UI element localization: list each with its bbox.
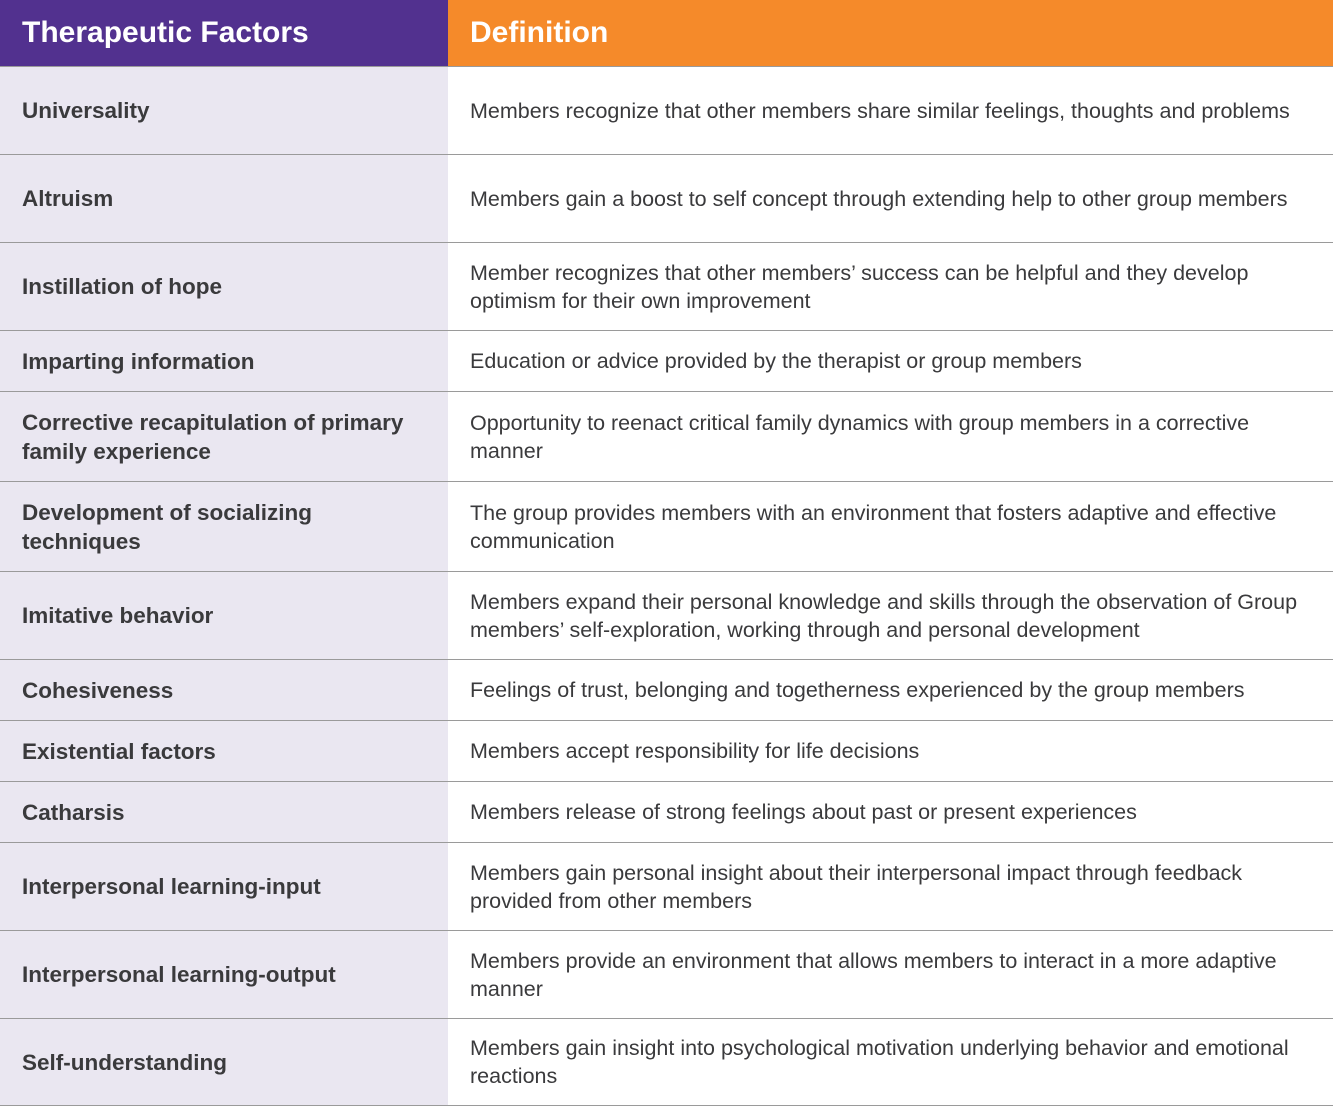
table-row (0, 391, 1333, 481)
table-row (0, 1018, 1333, 1106)
factor-cell: Corrective recapitulation of primary family experience (0, 392, 448, 481)
definition-cell: Members expand their personal knowledge and skills through the observation of Group members’ self-exploration, working through and personal development (448, 572, 1333, 659)
table-row (0, 659, 1333, 720)
definition-cell: Education or advice provided by the therapist or group members (448, 331, 1333, 391)
definition-cell: Members gain personal insight about their interpersonal impact through feedback provided from other members (448, 843, 1333, 930)
factor-cell: Altruism (0, 155, 448, 242)
table-row (0, 720, 1333, 781)
factor-cell: Universality (0, 67, 448, 154)
table-row (0, 781, 1333, 842)
definition-cell: Opportunity to reenact critical family dynamics with group members in a corrective manner (448, 392, 1333, 481)
definition-cell: Members release of strong feelings about past or present experiences (448, 782, 1333, 842)
header-definition: Definition (448, 0, 1333, 66)
table-row (0, 242, 1333, 330)
factor-cell: Catharsis (0, 782, 448, 842)
factor-cell: Interpersonal learning-output (0, 931, 448, 1018)
definition-cell: The group provides members with an environment that fosters adaptive and effective communication (448, 482, 1333, 571)
definition-cell: Feelings of trust, belonging and togetherness experienced by the group members (448, 660, 1333, 720)
definition-cell: Members gain insight into psychological motivation underlying behavior and emotional reactions (448, 1019, 1333, 1105)
factor-cell: Imitative behavior (0, 572, 448, 659)
table-row (0, 154, 1333, 242)
factor-cell: Interpersonal learning-input (0, 843, 448, 930)
header-therapeutic-factors: Therapeutic Factors (0, 0, 448, 66)
factor-cell: Self-understanding (0, 1019, 448, 1105)
factor-cell: Development of socializing techniques (0, 482, 448, 571)
factor-cell: Existential factors (0, 721, 448, 781)
table-row (0, 842, 1333, 930)
definition-cell: Member recognizes that other members’ success can be helpful and they develop optimism for their own improvement (448, 243, 1333, 330)
definition-cell: Members provide an environment that allows members to interact in a more adaptive manner (448, 931, 1333, 1018)
table-row (0, 481, 1333, 571)
definition-cell: Members gain a boost to self concept through extending help to other group members (448, 155, 1333, 242)
factor-cell: Instillation of hope (0, 243, 448, 330)
table-row (0, 66, 1333, 154)
table-row (0, 330, 1333, 391)
definition-cell: Members recognize that other members share similar feelings, thoughts and problems (448, 67, 1333, 154)
factor-cell: Cohesiveness (0, 660, 448, 720)
table-header (0, 0, 1333, 66)
factor-cell: Imparting information (0, 331, 448, 391)
definition-cell: Members accept responsibility for life decisions (448, 721, 1333, 781)
table-row (0, 930, 1333, 1018)
table-row (0, 571, 1333, 659)
